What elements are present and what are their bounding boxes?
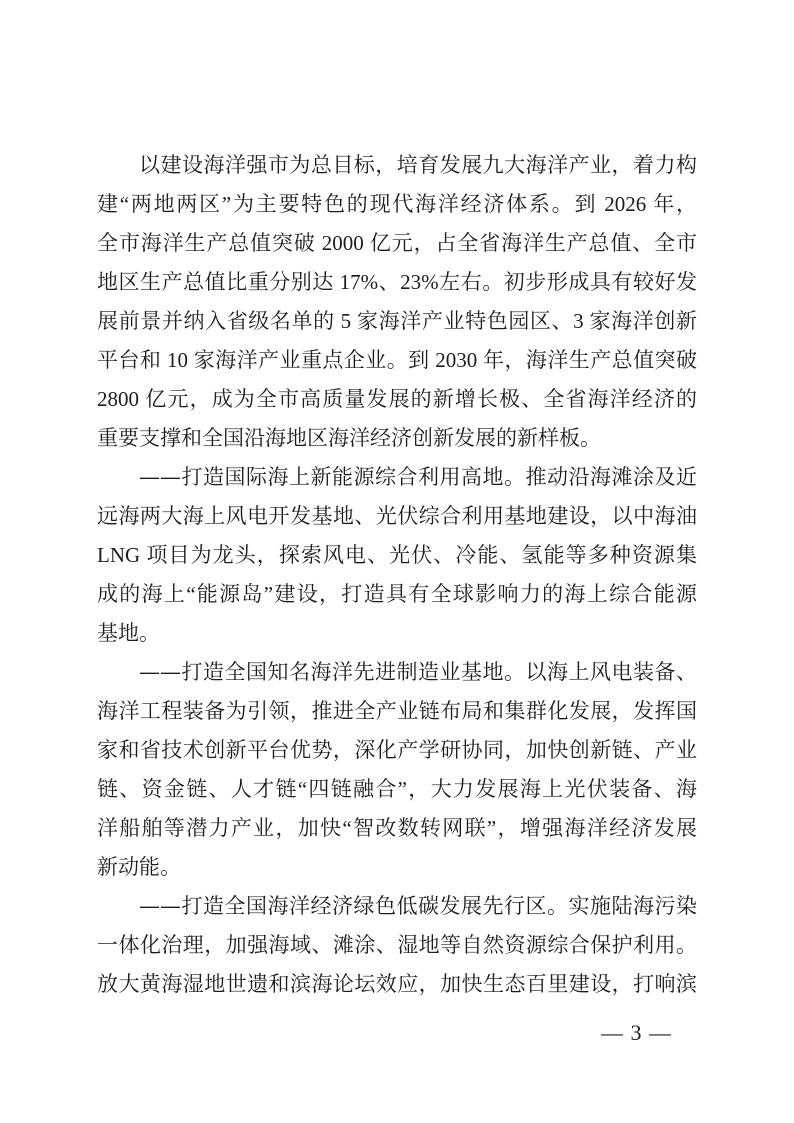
page-number: — 3 — xyxy=(601,1020,672,1045)
text-line: 重要支撑和全国沿海地区海洋经济创新发展的新样板。 xyxy=(97,426,601,450)
text-line: 家和省技术创新平台优势，深化产学研协同，加快创新链、产业 xyxy=(97,738,697,762)
text-line: 建“两地两区”为主要特色的现代海洋经济体系。到 2026 年， xyxy=(97,192,697,216)
paragraph-energy-highland xyxy=(97,458,697,653)
text-line: 以建设海洋强市为总目标，培育发展九大海洋产业，着力构 xyxy=(139,153,697,177)
text-line: 一体化治理，加强海域、滩涂、湿地等自然资源综合保护利用。 xyxy=(97,933,697,957)
line-rest: 实施陆海污染 xyxy=(568,894,697,918)
text-line: 基地。 xyxy=(97,621,160,645)
document-body xyxy=(97,146,697,1004)
text-line: 展前景并纳入省级名单的 5 家海洋产业特色园区、3 家海洋创新 xyxy=(97,309,697,333)
paragraph-manufacturing-base xyxy=(97,653,697,887)
text-line: 平台和 10 家海洋产业重点企业。到 2030 年，海洋生产总值突破 xyxy=(97,348,697,372)
text-line: 放大黄海湿地世遗和滨海论坛效应，加快生态百里建设，打响滨 xyxy=(97,972,697,996)
text-line: 海洋工程装备为引领，推进全产业链布局和集群化发展，发挥国 xyxy=(97,699,697,723)
paragraph-first-line xyxy=(97,458,697,497)
text-line: 洋船舶等潜力产业，加快“智改数转网联”，增强海洋经济发展 xyxy=(97,816,697,840)
emphasis-lead: ——打造全国海洋经济绿色低碳发展先行区。 xyxy=(139,894,569,918)
text-line: 远海两大海上风电开发基地、光伏综合利用基地建设，以中海油 xyxy=(97,504,697,528)
paragraph-overview xyxy=(97,146,697,458)
text-line: 成的海上“能源岛”建设，打造具有全球影响力的海上综合能源 xyxy=(97,582,697,606)
emphasis-lead: ——打造全国知名海洋先进制造业基地。 xyxy=(139,660,526,684)
text-line: 新动能。 xyxy=(97,855,181,879)
text-line: LNG 项目为龙头，探索风电、光伏、冷能、氢能等多种资源集 xyxy=(97,543,697,567)
text-line: 全市海洋生产总值突破 2000 亿元，占全省海洋生产总值、全市 xyxy=(97,231,697,255)
text-line: 2800 亿元，成为全市高质量发展的新增长极、全省海洋经济的 xyxy=(97,387,697,411)
line-rest: 推动沿海滩涂及近 xyxy=(525,465,697,489)
paragraph-first-line xyxy=(97,653,697,692)
line-rest: 以海上风电装备、 xyxy=(525,660,697,684)
emphasis-lead: ——打造国际海上新能源综合利用高地。 xyxy=(139,465,526,489)
text-line: 链、资金链、人才链“四链融合”，大力发展海上光伏装备、海 xyxy=(97,777,697,801)
text-line: 地区生产总值比重分别达 17%、23%左右。初步形成具有较好发 xyxy=(97,270,697,294)
paragraph-green-lowcarbon-zone xyxy=(97,887,697,1004)
paragraph-first-line xyxy=(97,887,697,926)
